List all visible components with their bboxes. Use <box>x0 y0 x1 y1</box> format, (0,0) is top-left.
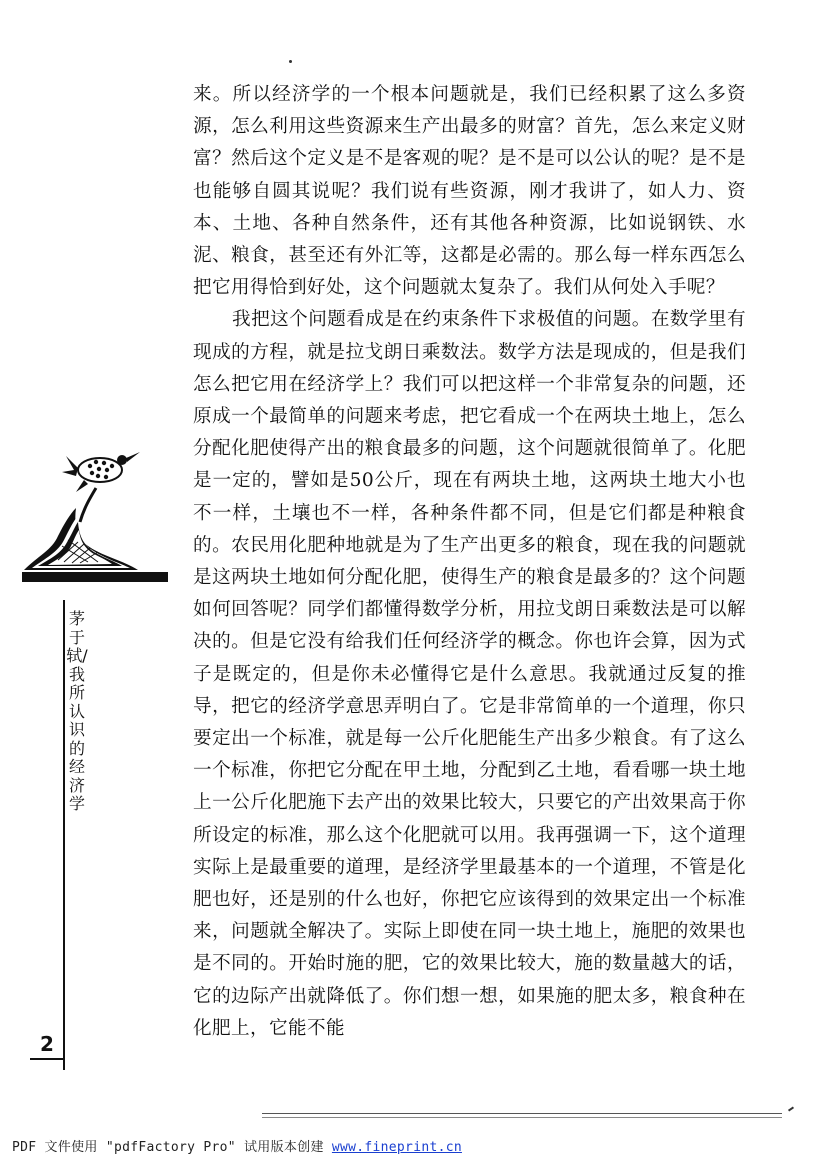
sidebar-rule <box>63 600 65 1070</box>
footer-text: PDF 文件使用 "pdfFactory Pro" 试用版本创建 <box>12 1140 332 1155</box>
pdf-footer <box>12 1136 462 1155</box>
paragraph-1: 来。所以经济学的一个根本问题就是，我们已经积累了这么多资源，怎么利用这些资源来生产出最多的财富？首先，怎么来定义财富？然后这个定义是不是客观的呢？是不是可以公认的呢？是不是也能够自圆其说呢？我们说有些资源，刚才我讲了，如人力、资本、土地、各种自然条件，还有其他各种资源，比如说钢铁、水泥、粮食，甚至还有外汇等，这都是必需的。那么每一样东西怎么把它用得恰到好处，这个问题就太复杂了。我们从何处入手呢？ <box>193 84 746 299</box>
bottom-rule <box>262 1113 782 1114</box>
running-book-title: 茅于轼/我所认识的经济学 <box>66 609 88 813</box>
page-number: 2 <box>40 1032 54 1056</box>
paragraph-2: 我把这个问题看成是在约束条件下求极值的问题。在数学里有现成的方程，就是拉戈朗日乘数法。数学方法是现成的，但是我们怎么把它用在经济学上？我们可以把这样一个非常复杂的问题，还原成一个最简单的问题来考虑，把它看成一个在两块土地上，怎么分配化肥使得产出的粮食最多的问题，这个问题就很简单了。化肥是一定的，譬如是50公斤，现在有两块土地，这两块土地大小也不一样，土壤也不一样，各种条件都不同，但是它们都是种粮食的。农民用化肥种地就是为了生产出更多的粮食，现在我的问题就是这两块土地如何分配化肥，使得生产的粮食是最多的？这个问题如何回答呢？同学们都懂得数学分析，用拉戈朗日乘数法是可以解决的。但是它没有给我们任何经济学的概念。你也许会算，因为式子是既定的，但是你未必懂得它是什么意思。我就通过反复的推导，把它的经济学意思弄明白了。它是非常简单的一个道理，你只要定出一个标准，就是每一公斤化肥能生产出多少粮食。有了这么一个标准，你把它分配在甲土地，分配到乙土地，看看哪一块土地上一公斤化肥施下去产出的效果比较大，只要它的产出效果高于你所设定的标准，那么这个化肥就可以用。我再强调一下，这个道理实际上是最重要的道理，是经济学里最基本的一个道理，不管是化肥也好，还是别的什么也好，你把它应该得到的效果定出一个标准来，问题就全解决了。实际上即使在同一块土地上，施肥的效果也是不同的。开始时施的肥，它的效果比较大，施的数量越大的话，它的边际产出就降低了。你们想一想，如果施的肥太多，粮食种在化肥上，它能不能 <box>193 309 746 1039</box>
bottom-rule-secondary <box>262 1117 782 1118</box>
scan-speck <box>289 60 292 63</box>
page-number-underline <box>30 1058 63 1060</box>
footer-link[interactable]: www.fineprint.cn <box>331 1140 462 1155</box>
bird-ornament-icon <box>18 438 168 588</box>
main-text <box>193 79 746 1045</box>
scan-mark <box>788 1106 794 1111</box>
